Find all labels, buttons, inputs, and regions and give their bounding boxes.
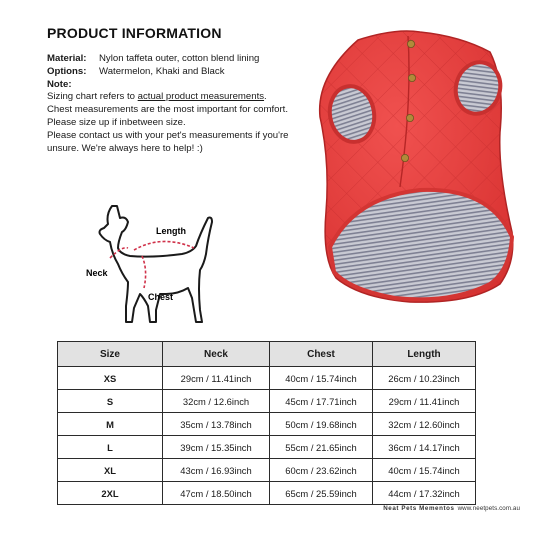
dog-measurement-diagram — [82, 198, 222, 338]
chest-cell: 40cm / 15.74inch — [270, 367, 373, 390]
size-cell: 2XL — [58, 482, 163, 505]
note-line-1 — [47, 91, 302, 104]
options-value: Watermelon, Khaki and Black — [99, 65, 225, 77]
neck-cell: 35cm / 13.78inch — [163, 413, 270, 436]
length-cell: 29cm / 11.41inch — [373, 390, 476, 413]
footer-brand: Neat Pets Mementos — [383, 505, 455, 512]
material-value: Nylon taffeta outer, cotton blend lining — [99, 53, 260, 64]
table-row — [58, 436, 476, 459]
table-row — [58, 482, 476, 505]
chest-cell: 60cm / 23.62inch — [270, 459, 373, 482]
neck-cell: 32cm / 12.6inch — [163, 390, 270, 413]
table-header-row — [58, 342, 476, 367]
size-cell: L — [58, 436, 163, 459]
note-line-1-end: . — [264, 91, 267, 103]
material-label: Material: — [47, 53, 87, 64]
header-size: Size — [58, 342, 163, 367]
table-row — [58, 367, 476, 390]
note-underlined: actual product measurements — [137, 91, 265, 103]
footer-url: www.neetpets.com.au — [457, 505, 520, 512]
table-row — [58, 413, 476, 436]
length-cell: 36cm / 14.17inch — [373, 436, 476, 459]
page-title: PRODUCT INFORMATION — [47, 25, 222, 41]
note-line-2: Chest measurements are the most important for comfort. — [47, 104, 289, 116]
options-label: Options: — [47, 65, 87, 77]
note-line-4: Please contact us with your pet's measurements if you're unsure. We're always here to help! :) — [47, 129, 289, 154]
chest-cell: 65cm / 25.59inch — [270, 482, 373, 505]
note-line-3: Please size up if inbetween size. — [47, 116, 186, 128]
header-length: Length — [373, 342, 476, 367]
neck-cell: 43cm / 16.93inch — [163, 459, 270, 482]
neck-cell: 47cm / 18.50inch — [163, 482, 270, 505]
note-label: Note: — [47, 78, 72, 90]
header-chest: Chest — [270, 342, 373, 367]
length-cell: 40cm / 15.74inch — [373, 459, 476, 482]
table-row — [58, 459, 476, 482]
size-chart-table — [57, 341, 476, 505]
note-line-1-text: Sizing chart refers to — [47, 91, 138, 103]
vest-product-image — [300, 22, 525, 312]
footer-credit — [383, 505, 520, 512]
length-measure-line — [134, 241, 194, 250]
chest-cell: 45cm / 17.71inch — [270, 390, 373, 413]
size-cell: XL — [58, 459, 163, 482]
product-info — [47, 53, 302, 155]
chest-label: Chest — [148, 292, 174, 302]
neck-cell: 39cm / 15.35inch — [163, 436, 270, 459]
options-row — [47, 66, 302, 79]
chest-cell: 50cm / 19.68inch — [270, 413, 373, 436]
size-cell: XS — [58, 367, 163, 390]
size-cell: M — [58, 413, 163, 436]
length-cell: 44cm / 17.32inch — [373, 482, 476, 505]
material-row — [47, 53, 302, 66]
table-row — [58, 390, 476, 413]
header-neck: Neck — [163, 342, 270, 367]
length-cell: 32cm / 12.60inch — [373, 413, 476, 436]
neck-cell: 29cm / 11.41inch — [163, 367, 270, 390]
chest-cell: 55cm / 21.65inch — [270, 436, 373, 459]
dog-outline-icon — [100, 206, 213, 322]
size-cell: S — [58, 390, 163, 413]
length-label: Length — [156, 226, 186, 236]
neck-label: Neck — [86, 268, 108, 278]
length-cell: 26cm / 10.23inch — [373, 367, 476, 390]
